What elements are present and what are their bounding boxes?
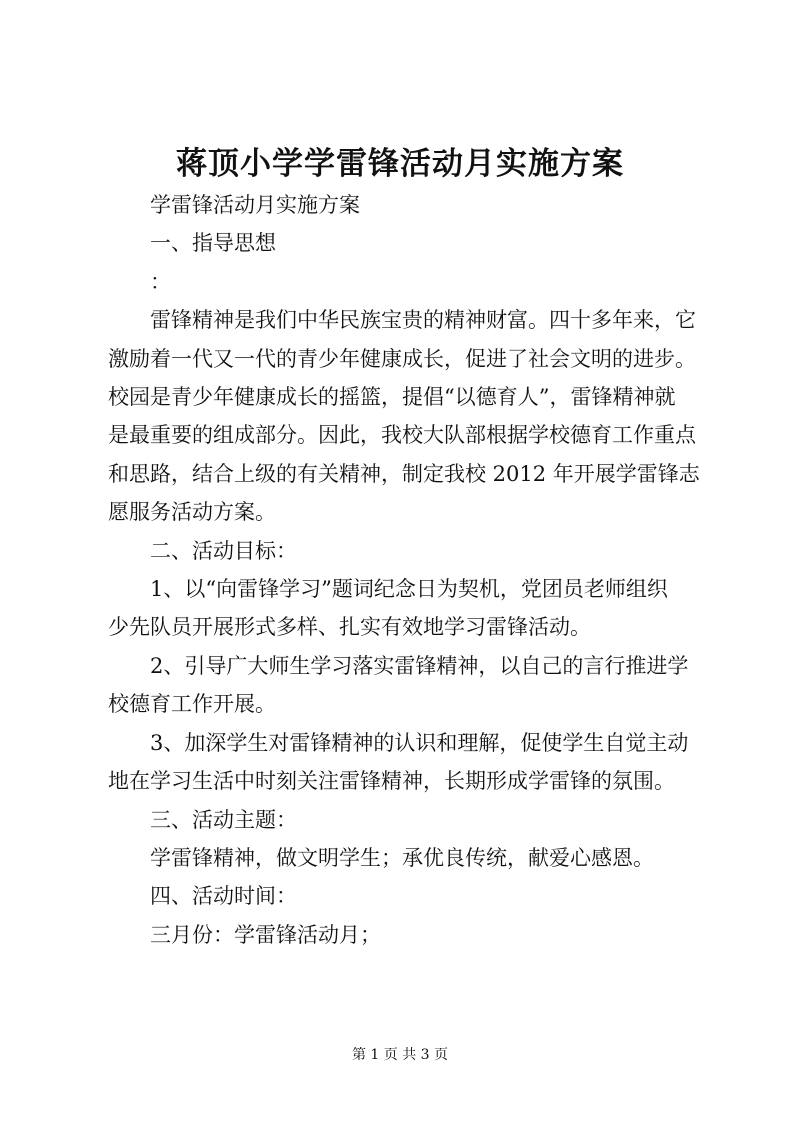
paragraph-line: 少先队员开展形式多样、扎实有效地学习雷锋活动。 bbox=[108, 615, 591, 640]
paragraph-line: 1、以“向雷锋学习”题词纪念日为契机，党团员老师组织 bbox=[150, 577, 668, 602]
paragraph-line: 学雷锋活动月实施方案 bbox=[150, 193, 360, 217]
section-heading: 三、活动主题： bbox=[150, 807, 297, 832]
document-body bbox=[108, 186, 720, 954]
page-number-footer: 第 1 页 共 3 页 bbox=[351, 1047, 449, 1063]
document-title: 蒋顶小学学雷锋活动月实施方案 bbox=[176, 146, 624, 182]
paragraph-line: 三月份：学雷锋活动月； bbox=[150, 922, 381, 947]
paragraph-line: 校德育工作开展。 bbox=[108, 692, 276, 717]
section-heading: 四、活动时间： bbox=[150, 884, 297, 909]
section-heading: 二、活动目标： bbox=[150, 538, 297, 563]
paragraph-line: 愿服务活动方案。 bbox=[108, 500, 276, 525]
paragraph-line: 校园是青少年健康成长的摇篮，提倡“以德育人”，雷锋精神就 bbox=[108, 385, 676, 410]
paragraph-line: 地在学习生活中时刻关注雷锋精神，长期形成学雷锋的氛围。 bbox=[108, 769, 675, 794]
paragraph-line: 雷锋精神是我们中华民族宝贵的精神财富。四十多年来，它 bbox=[150, 308, 696, 333]
paragraph-line: ： bbox=[150, 269, 171, 294]
section-heading: 一、指导思想 bbox=[150, 231, 276, 256]
paragraph-line: 学雷锋精神，做文明学生；承优良传统，献爱心感恩。 bbox=[150, 845, 654, 870]
paragraph-line: 3、加深学生对雷锋精神的认识和理解，促使学生自觉主动 bbox=[150, 730, 689, 755]
paragraph-line: 是最重要的组成部分。因此，我校大队部根据学校德育工作重点 bbox=[108, 423, 696, 448]
paragraph-line: 激励着一代又一代的青少年健康成长，促进了社会文明的进步。 bbox=[108, 346, 696, 371]
paragraph-line: 2、引导广大师生学习落实雷锋精神，以自己的言行推进学 bbox=[150, 653, 689, 678]
paragraph-line: 和思路，结合上级的有关精神，制定我校 2012 年开展学雷锋志 bbox=[108, 461, 700, 486]
